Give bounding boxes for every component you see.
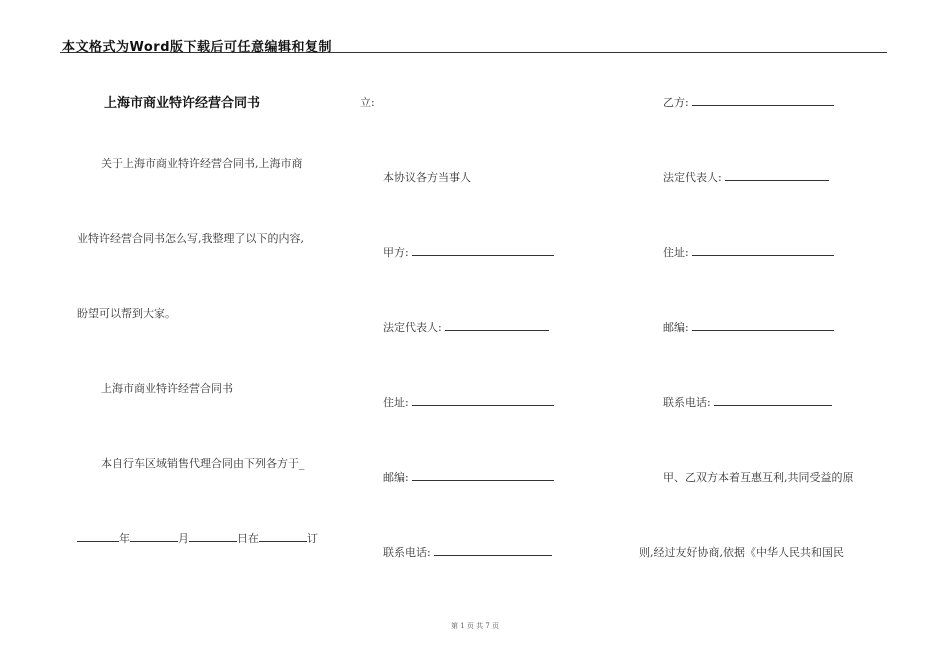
day-label: 日在 xyxy=(237,532,259,545)
party-b-legal-rep-field xyxy=(663,169,829,185)
party-a-legal-rep-field xyxy=(383,319,549,335)
party-a-postcode-field xyxy=(383,469,554,485)
address-blank xyxy=(412,395,554,406)
date-line xyxy=(77,530,318,546)
header-divider xyxy=(60,52,887,53)
postcode-label: 邮编: xyxy=(383,471,409,484)
legal-rep-label: 法定代表人: xyxy=(663,171,722,184)
legal-rep-label: 法定代表人: xyxy=(383,321,442,334)
month-label: 月 xyxy=(178,532,189,545)
day-blank xyxy=(189,531,237,542)
phone-blank xyxy=(434,545,552,556)
address-label: 住址: xyxy=(663,246,689,259)
party-b-label: 乙方: xyxy=(663,96,689,109)
intro-line-3: 盼望可以帮到大家。 xyxy=(77,307,176,320)
year-label: 年 xyxy=(119,532,130,545)
party-b-address-field xyxy=(663,244,834,260)
party-a-phone-field xyxy=(383,544,552,560)
phone-blank xyxy=(714,395,832,406)
party-a-blank xyxy=(412,245,554,256)
party-b-postcode-field xyxy=(663,319,834,335)
year-blank xyxy=(77,531,119,542)
phone-label: 联系电话: xyxy=(383,546,431,559)
intro-line-2: 业特许经营合同书怎么写,我整理了以下的内容, xyxy=(77,232,304,245)
phone-label: 联系电话: xyxy=(663,396,711,409)
party-a-label: 甲方: xyxy=(383,246,409,259)
place-blank xyxy=(259,531,307,542)
legal-rep-blank xyxy=(445,320,549,331)
mutual-benefit-line-2: 则,经过友好协商,依据《中华人民共和国民 xyxy=(639,546,844,559)
download-banner: 本文格式为Word版下载后可任意编辑和复制 xyxy=(62,40,333,55)
party-b-field xyxy=(663,94,834,110)
postcode-blank xyxy=(692,320,834,331)
agreement-intro-line: 本自行车区域销售代理合同由下列各方于_ xyxy=(101,457,305,470)
parties-heading: 本协议各方当事人 xyxy=(383,171,471,184)
party-b-blank xyxy=(692,95,834,106)
contract-subtitle: 上海市商业特许经营合同书 xyxy=(101,382,233,395)
month-blank xyxy=(130,531,178,542)
intro-line-1: 关于上海市商业特许经营合同书,上海市商 xyxy=(101,157,303,170)
li-label: 立: xyxy=(360,96,375,109)
party-a-field xyxy=(383,244,554,260)
document-title: 上海市商业特许经营合同书 xyxy=(104,96,261,111)
mutual-benefit-line-1: 甲、乙双方本着互惠互利,共同受益的原 xyxy=(663,471,854,484)
party-b-phone-field xyxy=(663,394,832,410)
legal-rep-blank xyxy=(725,170,829,181)
address-blank xyxy=(692,245,834,256)
party-a-address-field xyxy=(383,394,554,410)
page-number: 第 1 页 共 7 页 xyxy=(450,622,500,630)
postcode-blank xyxy=(412,470,554,481)
postcode-label: 邮编: xyxy=(663,321,689,334)
sign-suffix: 订 xyxy=(307,532,318,545)
address-label: 住址: xyxy=(383,396,409,409)
